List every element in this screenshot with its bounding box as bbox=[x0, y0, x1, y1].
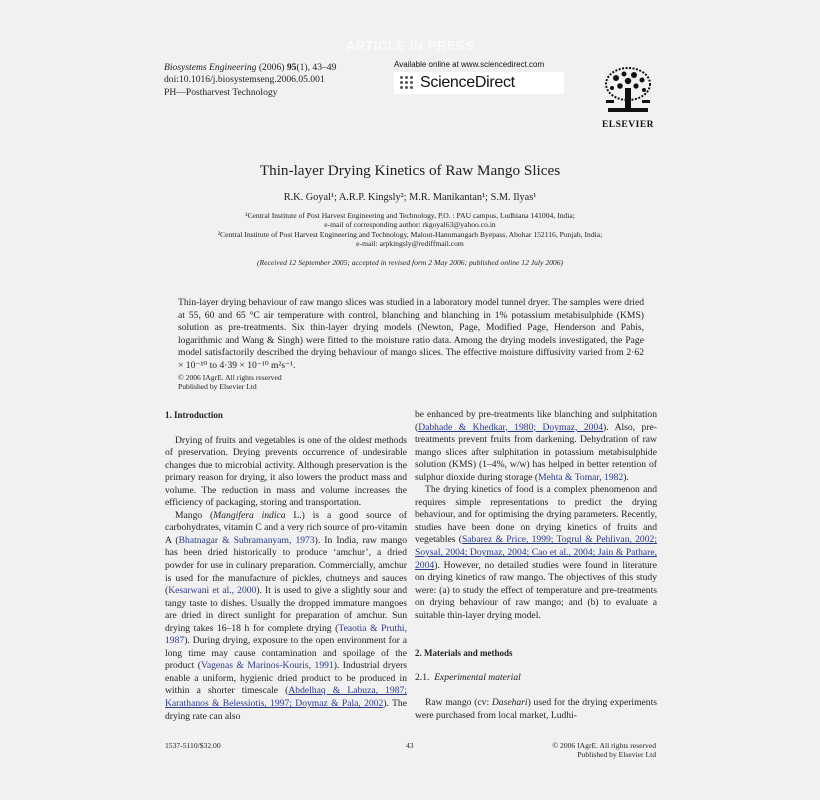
corresponding-email[interactable]: e-mail of corresponding author: rkgoyal63@yahoo.co.in bbox=[324, 220, 496, 230]
abstract-publisher: Published by Elsevier Ltd bbox=[178, 382, 257, 392]
doi-link[interactable]: doi:10.1016/j.biosystemseng.2006.05.001 bbox=[164, 74, 325, 86]
spacer bbox=[165, 422, 407, 435]
elsevier-wordmark: ELSEVIER bbox=[601, 120, 655, 130]
footer-issn: 1537-5110/$32.00 bbox=[165, 741, 221, 750]
right-paragraph-2 bbox=[415, 484, 657, 622]
abstract-text: Thin-layer drying behaviour of raw mango slices was studied in a laboratory model tunnel dryer. The samples were dried at 55, 60 and 65 °C air temperature with control, blanching and blanching in 1% potassium metabisulphide (KMS) solution as pre-treatments. Six thin-layer drying models (Newton, Page, Modified Page, Henderson and Pabis, logarithmic and Wang & Singh) were fitted to the moisture ratio data. Among the drying models investigated, the Page model satisfactorily described the drying behaviour of mango slices. The effective moisture diffusivity varied from 2·62 × 10⁻¹⁰ to 4·39 × 10⁻¹⁰ m²s⁻¹. bbox=[178, 297, 644, 371]
spacer bbox=[415, 660, 657, 672]
spacer bbox=[415, 684, 657, 697]
text-run: Mango ( bbox=[175, 509, 214, 521]
text-run: ). During drying, exposure to the open environment for a long time may cause contamination and spoilage of the product ( bbox=[165, 635, 407, 672]
intro-paragraph-1: Drying of fruits and vegetables is one of the oldest methods of preservation. Drying prevents occurrence of undesirable changes due to microbial activity. Although preservation is the primary reason for drying, it also lowers the product mass and volume. The reduction in mass and volume increases the efficiency of packaging, storing and transportation. bbox=[165, 434, 407, 509]
text-run: be enhanced by pre-treatments like blanching and sulphitation ( bbox=[415, 409, 657, 433]
subsection-number: 2.1. bbox=[415, 671, 430, 683]
methods-paragraph-1 bbox=[415, 697, 657, 722]
sciencedirect-wordmark: ScienceDirect bbox=[420, 74, 515, 91]
watermark-text: ARTICLE IN PRESS bbox=[345, 38, 475, 53]
section-heading-methods: 2. Materials and methods bbox=[415, 648, 513, 659]
text-run: ). It is used to give a slightly sour and tangy taste to dishes. Usually the dropped immature mangoes are dried in direct sunlight for preparation of amchur. Sun drying takes 16–18 h for complete drying ( bbox=[165, 585, 407, 634]
author-email[interactable]: e-mail: arpkingsly@rediffmail.com bbox=[356, 239, 464, 249]
elsevier-tree-icon bbox=[602, 66, 654, 116]
citation-link[interactable]: Sabarez & Price, 1999; Togrul & Pehlivan, 2002; Soysal, 2004; Doymaz, 2004; Cao et al., 2004; Jain & Pathare, 2004 bbox=[415, 534, 657, 571]
text-run: ). Also, pre-treatments prevent fruits from darkening. Dehydration of raw mango slices after sulphitation in potassium metabisulphide solution (KMS) (1–4%, w/w) has helped in better retention of sulphur dioxide during storage ( bbox=[415, 421, 657, 483]
received-dates: (Received 12 September 2005; accepted in revised form 2 May 2006; published online 12 July 2006) bbox=[256, 258, 564, 267]
article-title: Thin-layer Drying Kinetics of Raw Mango Slices bbox=[259, 162, 561, 179]
available-online-text: Available online at www.sciencedirect.com bbox=[394, 60, 545, 69]
affiliation-1: ¹Central Institute of Post Harvest Engineering and Technology, P.O. : PAU campus, Ludhiana 141004, India; bbox=[245, 211, 575, 220]
text-run: Raw mango (cv: bbox=[425, 697, 492, 709]
elsevier-logo bbox=[600, 66, 656, 130]
journal-header bbox=[164, 62, 336, 99]
text-run: ) used for the drying experiments were purchased from local market, Ludhi- bbox=[415, 697, 657, 721]
citation-link[interactable]: Teaotia & Pruthi, 1987 bbox=[165, 622, 407, 647]
citation-link[interactable]: Vagenas & Marinos-Kouris, 1991 bbox=[200, 660, 334, 672]
section-label: PH—Postharvest Technology bbox=[164, 86, 278, 98]
abstract-copyright: © 2006 IAgrE. All rights reserved bbox=[178, 372, 282, 382]
left-column bbox=[165, 409, 407, 723]
citation-link[interactable]: Abdelhaq & Labuza, 1987; Karathanos & Belessiotis, 1997; Doymaz & Pala, 2002 bbox=[165, 685, 407, 710]
text-run: The drying kinetics of food is a complex phenomenon and requires simple representations to predict the drying behaviour, and for optimising the drying parameters. Recently, studies have been done on drying kinetics of fruits and vegetables ( bbox=[415, 484, 657, 546]
citation-link[interactable]: Kesarwani et al., 2000 bbox=[168, 585, 257, 597]
section-heading-introduction: 1. Introduction bbox=[165, 410, 223, 420]
page-number: 43 bbox=[406, 741, 414, 750]
footer-copyright-text: © 2006 IAgrE. All rights reserved bbox=[552, 741, 656, 750]
affiliation-2: ²Central Institute of Post Harvest Engineering and Technology, Malout-Hanumangarh Byepass, Abohar 152116, Punjab, India; bbox=[217, 229, 603, 239]
citation-link[interactable]: Bhatnagar & Subramanyam, 1973 bbox=[178, 534, 315, 546]
cultivar-name: Dasehari bbox=[491, 697, 528, 709]
text-run: ). In India, raw mango has been dried historically to produce ‘amchur’, a dried powder for use in culinary preparation. Commercially, amchur is used for the manufacture of pickles, chutneys and sauces ( bbox=[165, 534, 407, 597]
text-run: ). Industrial dryers enable a uniform, hygienic dried product to be produced in within a shorter timescale ( bbox=[165, 660, 408, 697]
journal-year: (2006) bbox=[256, 62, 287, 73]
journal-pages: (1), 43–49 bbox=[296, 62, 337, 73]
species-name: Mangifera indica bbox=[213, 509, 286, 521]
right-paragraph-1 bbox=[415, 409, 657, 484]
citation-link[interactable]: Mehta & Tomar, 1982 bbox=[538, 471, 624, 483]
sciencedirect-logo[interactable] bbox=[394, 72, 564, 94]
affiliations bbox=[160, 211, 660, 249]
intro-paragraph-2 bbox=[165, 510, 407, 723]
text-run: ). However, no detailed studies were found in literature on drying kinetics of raw mango. The objectives of this study were: (a) to study the effect of temperature and pre-treatments on drying behaviour of raw mango; and (b) to evaluate a suitable thin-layer drying model. bbox=[415, 559, 657, 621]
right-column bbox=[415, 409, 657, 722]
citation-link[interactable]: Dabhade & Khedkar, 1980; Doymaz, 2004 bbox=[418, 421, 604, 433]
sciencedirect-dots-icon bbox=[400, 76, 414, 90]
author-list: R.K. Goyal¹; A.R.P. Kingsly²; M.R. Manikantan¹; S.M. Ilyas¹ bbox=[283, 192, 537, 203]
journal-volume: 95 bbox=[286, 62, 297, 73]
abstract bbox=[178, 297, 644, 392]
subsection-heading bbox=[415, 672, 657, 685]
footer-copyright bbox=[520, 741, 656, 760]
footer-publisher-text: Published by Elsevier Ltd bbox=[577, 750, 656, 760]
text-run: L.) is a good source of carbohydrates, vitamin C and a very rich source of pro-vitamin A ( bbox=[165, 509, 407, 546]
text-run: ). bbox=[623, 471, 629, 483]
spacer bbox=[415, 622, 657, 647]
text-run: ). The drying rate can also bbox=[165, 698, 407, 722]
journal-name: Biosystems Engineering bbox=[164, 62, 257, 73]
citation-line bbox=[164, 62, 336, 74]
subsection-title: Experimental material bbox=[434, 671, 521, 683]
sciencedirect-banner[interactable] bbox=[394, 60, 564, 94]
